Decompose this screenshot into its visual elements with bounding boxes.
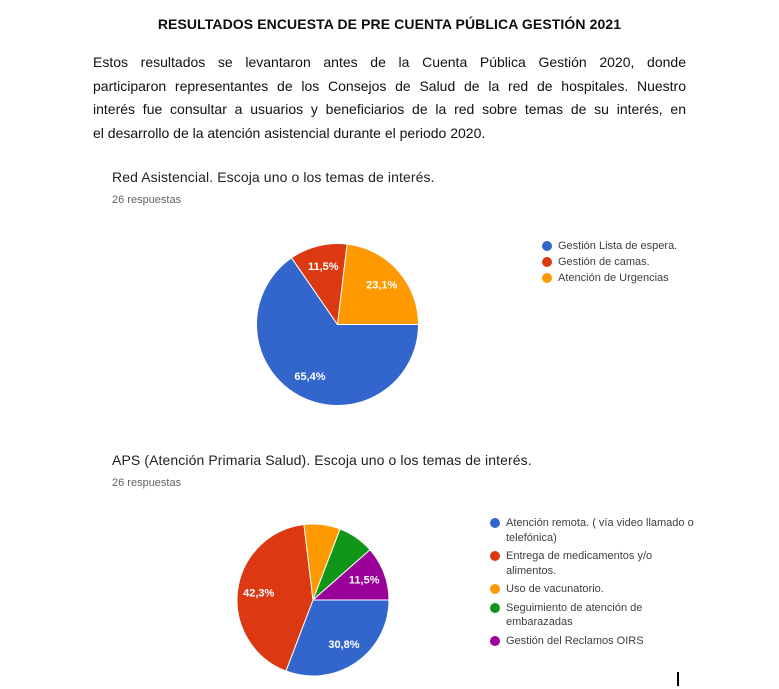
legend-color-dot [490, 551, 500, 561]
legend-item [490, 516, 706, 545]
intro-line: el desarrollo de la atención asistencial durante el periodo 2020. [93, 124, 486, 141]
legend-color-dot [490, 603, 500, 613]
intro-paragraph [93, 51, 686, 145]
legend-item [490, 634, 706, 649]
legend-color-dot [490, 518, 500, 528]
pie-slice-label: 42,3% [243, 587, 275, 600]
legend-color-dot [490, 636, 500, 646]
legend-label: Gestión Lista de espera. [558, 240, 678, 252]
pie-slice-label: 11,5% [348, 574, 380, 587]
legend-item [490, 582, 706, 597]
pie-slice-label: 30,8% [328, 639, 360, 652]
legend-color-dot [542, 257, 552, 267]
legend-label: Atención de Urgencias [558, 272, 669, 284]
legend-item [490, 601, 706, 630]
pie-chart-red-asistencial [255, 242, 420, 407]
legend-item [542, 270, 677, 286]
document-title: RESULTADOS ENCUESTA DE PRE CUENTA PÚBLICA GESTIÓN 2021 [157, 16, 622, 32]
intro-line: interés fue consultar a usuarios y beneficiarios de la red sobre temas de su interés, en [93, 101, 686, 117]
intro-line: Estos resultados se levantaron antes de la Cuenta Pública Gestión 2020, donde [93, 54, 686, 70]
chart-1-legend [542, 238, 677, 286]
legend-label: Atención remota. ( vía video llamado o telefónica) [506, 517, 694, 544]
chart-1-responses-count: 26 respuestas [112, 194, 182, 206]
legend-item [542, 254, 677, 270]
legend-item [542, 238, 677, 254]
pie-slice-label: 65,4% [294, 370, 326, 383]
legend-label: Seguimiento de atención de embarazadas [506, 601, 643, 628]
pie-chart-aps [236, 523, 390, 677]
legend-color-dot [490, 584, 500, 594]
legend-item [490, 549, 706, 578]
chart-2-legend [490, 516, 706, 652]
chart-2-responses-count: 26 respuestas [112, 477, 182, 489]
chart-1-title: Red Asistencial. Escoja uno o los temas de interés. [112, 169, 435, 185]
legend-color-dot [542, 241, 552, 251]
legend-label: Entrega de medicamentos y/o alimentos. [506, 550, 653, 577]
pie-slice-label: 11,5% [308, 261, 339, 274]
intro-line: participaron representantes de los Consejos de Salud de la red de hospitales. Nuestro [93, 77, 686, 94]
legend-label: Gestión del Reclamos OIRS [506, 634, 644, 647]
legend-label: Gestión de camas. [558, 256, 650, 268]
chart-2-title: APS (Atención Primaria Salud). Escoja uno o los temas de interés. [112, 452, 532, 468]
pie-slice-label: 23,1% [366, 279, 398, 292]
legend-label: Uso de vacunatorio. [506, 583, 604, 595]
legend-color-dot [542, 273, 552, 283]
text-cursor [677, 672, 679, 686]
